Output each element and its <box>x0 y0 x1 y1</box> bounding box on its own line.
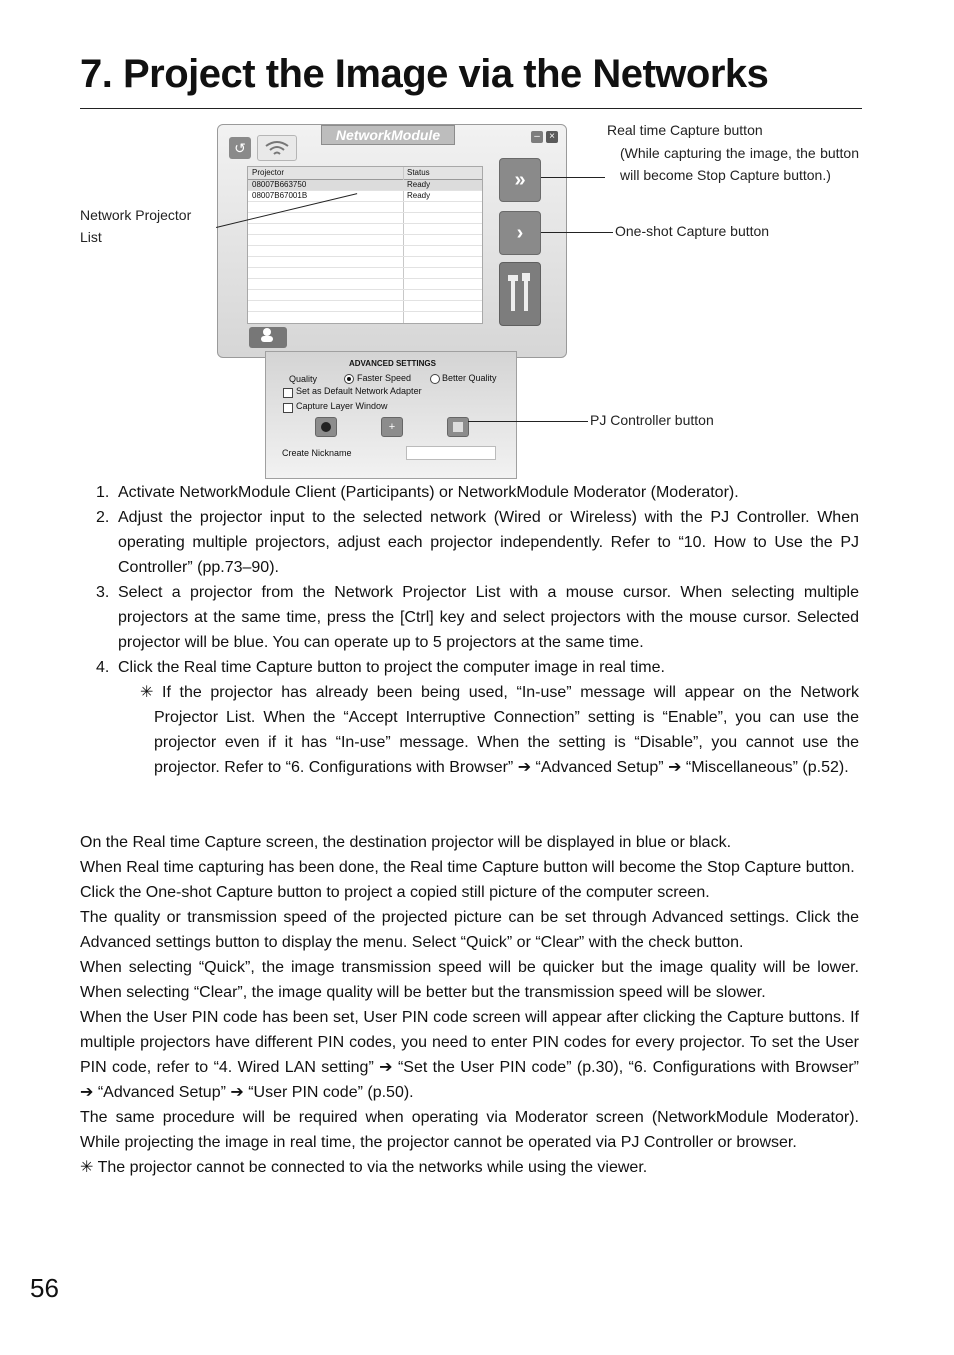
column-header-projector: Projector <box>252 168 285 177</box>
step-number: 1. <box>96 484 110 501</box>
paragraph: When Real time capturing has been done, the Real time Capture button will become the Stop Capture button. <box>80 859 855 876</box>
projector-status: Ready <box>407 180 431 189</box>
step-text: Select a projector from the Network Projector List with a mouse cursor. When selecting multiple projectors at the same time, press the [Ctrl] key and select projectors with the mouse cursor. Selected projector will be blue. You can operate up to 5 projectors at the same time. <box>118 584 859 651</box>
tools-button[interactable] <box>499 262 541 326</box>
wireless-button[interactable] <box>257 135 297 161</box>
pj-controller-leader-line <box>468 421 588 422</box>
table-row <box>248 246 482 257</box>
networkmodule-window <box>217 124 567 358</box>
realtime-callout-title: Real time Capture button <box>607 122 763 138</box>
step-item <box>96 505 859 580</box>
network-projector-list[interactable] <box>247 166 483 324</box>
step-item <box>96 655 859 780</box>
pj-controller-button[interactable] <box>447 417 469 437</box>
table-row <box>248 224 482 235</box>
table-row <box>248 290 482 301</box>
add-button[interactable]: + <box>381 417 403 437</box>
step-text: Adjust the projector input to the selected network (Wired or Wireless) with the PJ Controller. When operating multiple projectors, adjust each projector independently. Refer to “10. How to Use the PJ Controller” (pp.73–90). <box>118 509 859 576</box>
page-title: 7. Project the Image via the Networks <box>80 52 769 96</box>
capture-layer-checkbox[interactable] <box>283 403 293 413</box>
table-row <box>248 279 482 290</box>
user-settings-icon <box>258 327 278 343</box>
paragraph: When selecting “Quick”, the image transmission speed will be quicker but the image quality will be lower. When selecting “Clear”, the image quality will be better but the transmission speed will be slower. <box>80 959 859 1001</box>
advanced-settings-panel <box>265 351 517 479</box>
step-note: ✳ If the projector has already been being used, “In-use” message will appear on the Network Projector List. When the “Accept Interruptive Connection” setting is “Enable”, you can use the projector even if it has “In-use” message. When the setting is “Disable”, you cannot use the projector. Refer to “6. Configurations with Browser” ➔ “Advanced Setup” ➔ “Miscellaneous” (p.52). <box>140 684 859 776</box>
close-icon[interactable]: × <box>546 131 558 143</box>
page-number: 56 <box>30 1273 59 1303</box>
table-row <box>248 268 482 279</box>
quality-label: Quality <box>289 374 318 384</box>
paragraph: The same procedure will be required when operating via Moderator screen (NetworkModule Moderator). While projecting the image in real time, the projector cannot be operated via PJ Controller or browser. <box>80 1109 859 1151</box>
projector-id: 08007B663750 <box>252 180 307 189</box>
nickname-input[interactable] <box>406 446 496 460</box>
step-text: Click the Real time Capture button to project the computer image in real time. <box>118 659 665 676</box>
paragraph: On the Real time Capture screen, the destination projector will be displayed in blue or black. <box>80 834 732 851</box>
procedure-steps <box>96 480 859 780</box>
projector-id: 08007B67001B <box>252 191 308 200</box>
better-quality-label: Better Quality <box>442 373 497 383</box>
step-text: Activate NetworkModule Client (Participants) or NetworkModule Moderator (Moderator). <box>118 484 739 501</box>
oneshot-callout: One-shot Capture button <box>615 223 770 239</box>
realtime-leader-line <box>541 177 605 178</box>
paragraph: The quality or transmission speed of the projected picture can be set through Advanced settings. Click the Advanced settings button to display the menu. Select “Quick” or “Clear” with the check button. <box>80 909 859 951</box>
table-row <box>248 257 482 268</box>
step-number: 2. <box>96 509 110 526</box>
table-row[interactable] <box>248 191 482 202</box>
window-title: NetworkModule <box>321 125 455 145</box>
refresh-icon[interactable]: ↺ <box>229 137 251 159</box>
network-list-callout: Network Projector List <box>80 207 192 245</box>
step-number: 3. <box>96 584 110 601</box>
oneshot-leader-line <box>541 232 613 233</box>
default-adapter-checkbox[interactable] <box>283 388 293 398</box>
default-adapter-label: Set as Default Network Adapter <box>296 386 422 396</box>
controller-icon <box>448 418 468 436</box>
create-nickname-label: Create Nickname <box>282 448 352 458</box>
advanced-settings-button[interactable] <box>249 327 287 348</box>
paragraph: When the User PIN code has been set, User PIN code screen will appear after clicking the Capture buttons. If multiple projectors have different PIN codes, you need to enter PIN codes for every projector. To set the User PIN code, refer to “4. Wired LAN setting” ➔ “Set the User PIN code” (p.30), “6. Configurations with Browser” ➔ “Advanced Setup” ➔ “User PIN code” (p.50). <box>80 1009 859 1101</box>
table-row <box>248 235 482 246</box>
paragraph: ✳ The projector cannot be connected to via the networks while using the viewer. <box>80 1159 648 1176</box>
body-paragraphs <box>80 830 859 1180</box>
title-divider <box>80 108 862 109</box>
nickname-button[interactable] <box>315 417 337 437</box>
faster-speed-label: Faster Speed <box>357 373 412 383</box>
advanced-settings-title: ADVANCED SETTINGS <box>349 359 436 368</box>
realtime-callout-note: (While capturing the image, the button will become Stop Capture button.) <box>620 145 859 183</box>
pj-controller-callout: PJ Controller button <box>590 412 714 428</box>
better-quality-radio[interactable] <box>430 374 440 384</box>
capture-layer-label: Capture Layer Window <box>296 401 388 411</box>
tools-icon <box>500 263 540 325</box>
list-header <box>248 167 482 180</box>
step-item <box>96 580 859 655</box>
paragraph: Click the One-shot Capture button to project a copied still picture of the computer screen. <box>80 884 710 901</box>
column-header-status: Status <box>407 168 430 177</box>
projector-status: Ready <box>407 191 431 200</box>
table-row[interactable] <box>248 180 482 191</box>
step-number: 4. <box>96 659 110 676</box>
oneshot-capture-button[interactable]: › <box>499 211 541 255</box>
table-row <box>248 213 482 224</box>
minimize-icon[interactable]: – <box>531 131 543 143</box>
faster-speed-radio[interactable] <box>344 374 354 384</box>
wireless-icon <box>258 136 296 160</box>
step-item <box>96 480 859 505</box>
realtime-capture-button[interactable]: » <box>499 158 541 202</box>
record-icon <box>316 418 336 436</box>
table-row <box>248 301 482 312</box>
